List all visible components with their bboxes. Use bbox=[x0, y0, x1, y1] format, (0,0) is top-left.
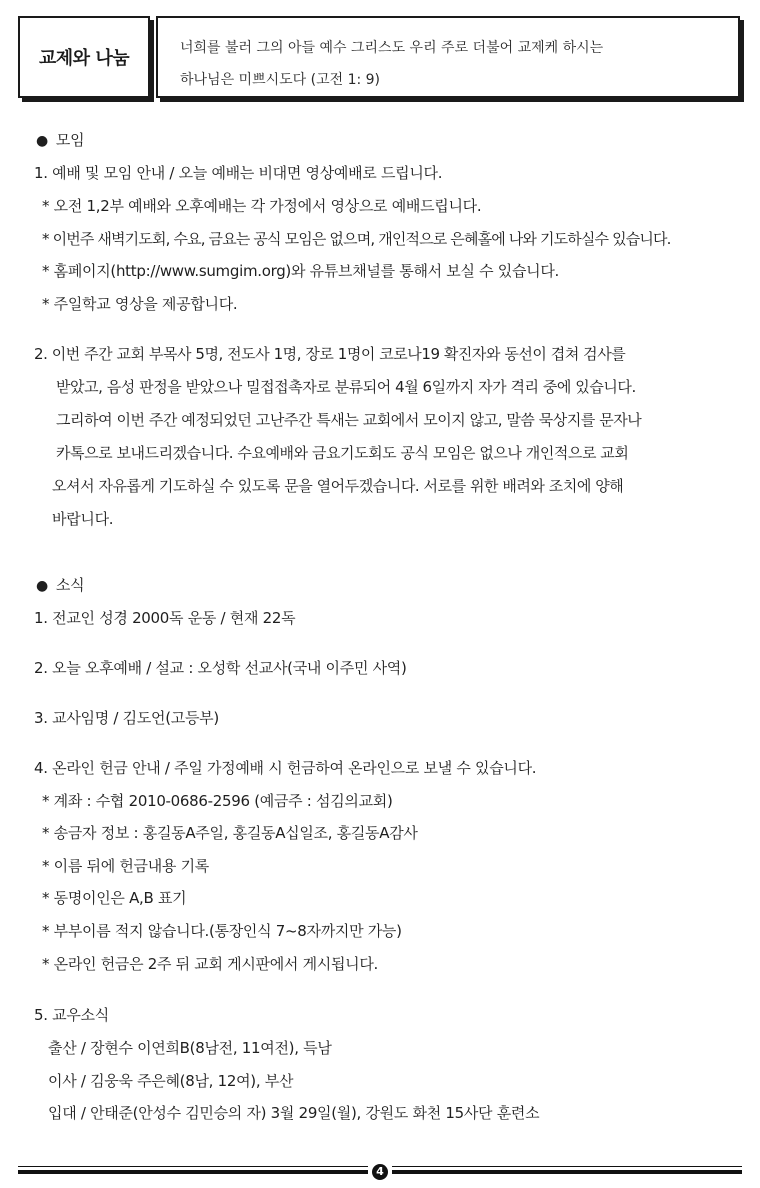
gathering-item-1-note: * 주일학교 영상을 제공합니다. bbox=[42, 295, 238, 313]
gathering-item-2-line: 받았고, 음성 판정을 받았으나 밀접접촉자로 분류되어 4월 6일까지 자가 격리 중에 있습니다. bbox=[56, 378, 636, 396]
news-item-4-note: * 계좌 : 수협 2010-0686-2596 (예금주 : 섬김의교회) bbox=[42, 792, 393, 810]
gathering-item-1-title: 1. 예배 및 모임 안내 / 오늘 예배는 비대면 영상예배로 드립니다. bbox=[34, 164, 443, 182]
gathering-item-1-note: * 오전 1,2부 예배와 오후예배는 각 가정에서 영상으로 예배드립니다. bbox=[42, 197, 482, 215]
news-item-5-entry: 입대 / 안태준(안성수 김민승의 자) 3월 29일(월), 강원도 화천 15사단 훈련소 bbox=[48, 1104, 540, 1122]
verse-box bbox=[156, 16, 740, 98]
news-item-3: 3. 교사임명 / 김도언(고등부) bbox=[34, 709, 219, 727]
gathering-item-2-line: 카톡으로 보내드리겠습니다. 수요예배와 금요기도회도 공식 모임은 없으나 개인적으로 교회 bbox=[56, 444, 629, 462]
gathering-item-1-note: * 이번주 새벽기도회, 수요, 금요는 공식 모임은 없으며, 개인적으로 은혜홀에 나와 기도하실수 있습니다. bbox=[42, 230, 671, 248]
news-heading: ● 소식 bbox=[36, 575, 84, 596]
gathering-heading: ● 모임 bbox=[36, 130, 84, 151]
gathering-item-2-line: 오셔서 자유롭게 기도하실 수 있도록 문을 열어두겠습니다. 서로를 위한 배려와 조치에 양해 bbox=[52, 477, 624, 495]
gathering-item-2-line: 그리하여 이번 주간 예정되었던 고난주간 특새는 교회에서 모이지 않고, 말씀 묵상지를 문자나 bbox=[56, 411, 642, 429]
news-item-5-title: 5. 교우소식 bbox=[34, 1006, 109, 1024]
section-title-box bbox=[18, 16, 150, 98]
news-item-4-note: * 부부이름 적지 않습니다.(통장인식 7~8자까지만 가능) bbox=[42, 922, 402, 940]
footer-rule-right bbox=[392, 1170, 742, 1174]
section-title: 교제와 나눔 bbox=[38, 48, 130, 69]
footer-rule-left bbox=[18, 1170, 368, 1174]
news-item-4-note: * 온라인 헌금은 2주 뒤 교회 게시판에서 게시됩니다. bbox=[42, 955, 378, 973]
news-item-4-note: * 송금자 정보 : 홍길동A주일, 홍길동A십일조, 홍길동A감사 bbox=[42, 824, 418, 842]
news-item-1: 1. 전교인 성경 2000독 운동 / 현재 22독 bbox=[34, 609, 296, 627]
news-item-5-entry: 이사 / 김웅욱 주은혜(8남, 12여), 부산 bbox=[48, 1072, 294, 1090]
news-item-4-title: 4. 온라인 헌금 안내 / 주일 가정예배 시 헌금하여 온라인으로 보낼 수 있습니다. bbox=[34, 759, 537, 777]
news-item-2: 2. 오늘 오후예배 / 설교 : 오성학 선교사(국내 이주민 사역) bbox=[34, 659, 407, 677]
news-item-4-note: * 동명이인은 A,B 표기 bbox=[42, 889, 187, 907]
gathering-item-2-line: 바랍니다. bbox=[52, 510, 114, 528]
page-number: 4 bbox=[372, 1164, 388, 1180]
gathering-item-2-line: 2. 이번 주간 교회 부목사 5명, 전도사 1명, 장로 1명이 코로나19 확진자와 동선이 겹쳐 검사를 bbox=[34, 345, 626, 363]
verse-line-2: 하나님은 미쁘시도다 (고전 1: 9) bbox=[180, 72, 381, 88]
gathering-item-1-note: * 홈페이지(http://www.sumgim.org)와 유튜브채널를 통해서 보실 수 있습니다. bbox=[42, 262, 560, 280]
verse-line-1: 너희를 불러 그의 아들 예수 그리스도 우리 주로 더불어 교제케 하시는 bbox=[180, 40, 604, 56]
news-item-4-note: * 이름 뒤에 헌금내용 기록 bbox=[42, 857, 209, 875]
news-item-5-entry: 출산 / 장현수 이연희B(8남전, 11여전), 득남 bbox=[48, 1039, 332, 1057]
